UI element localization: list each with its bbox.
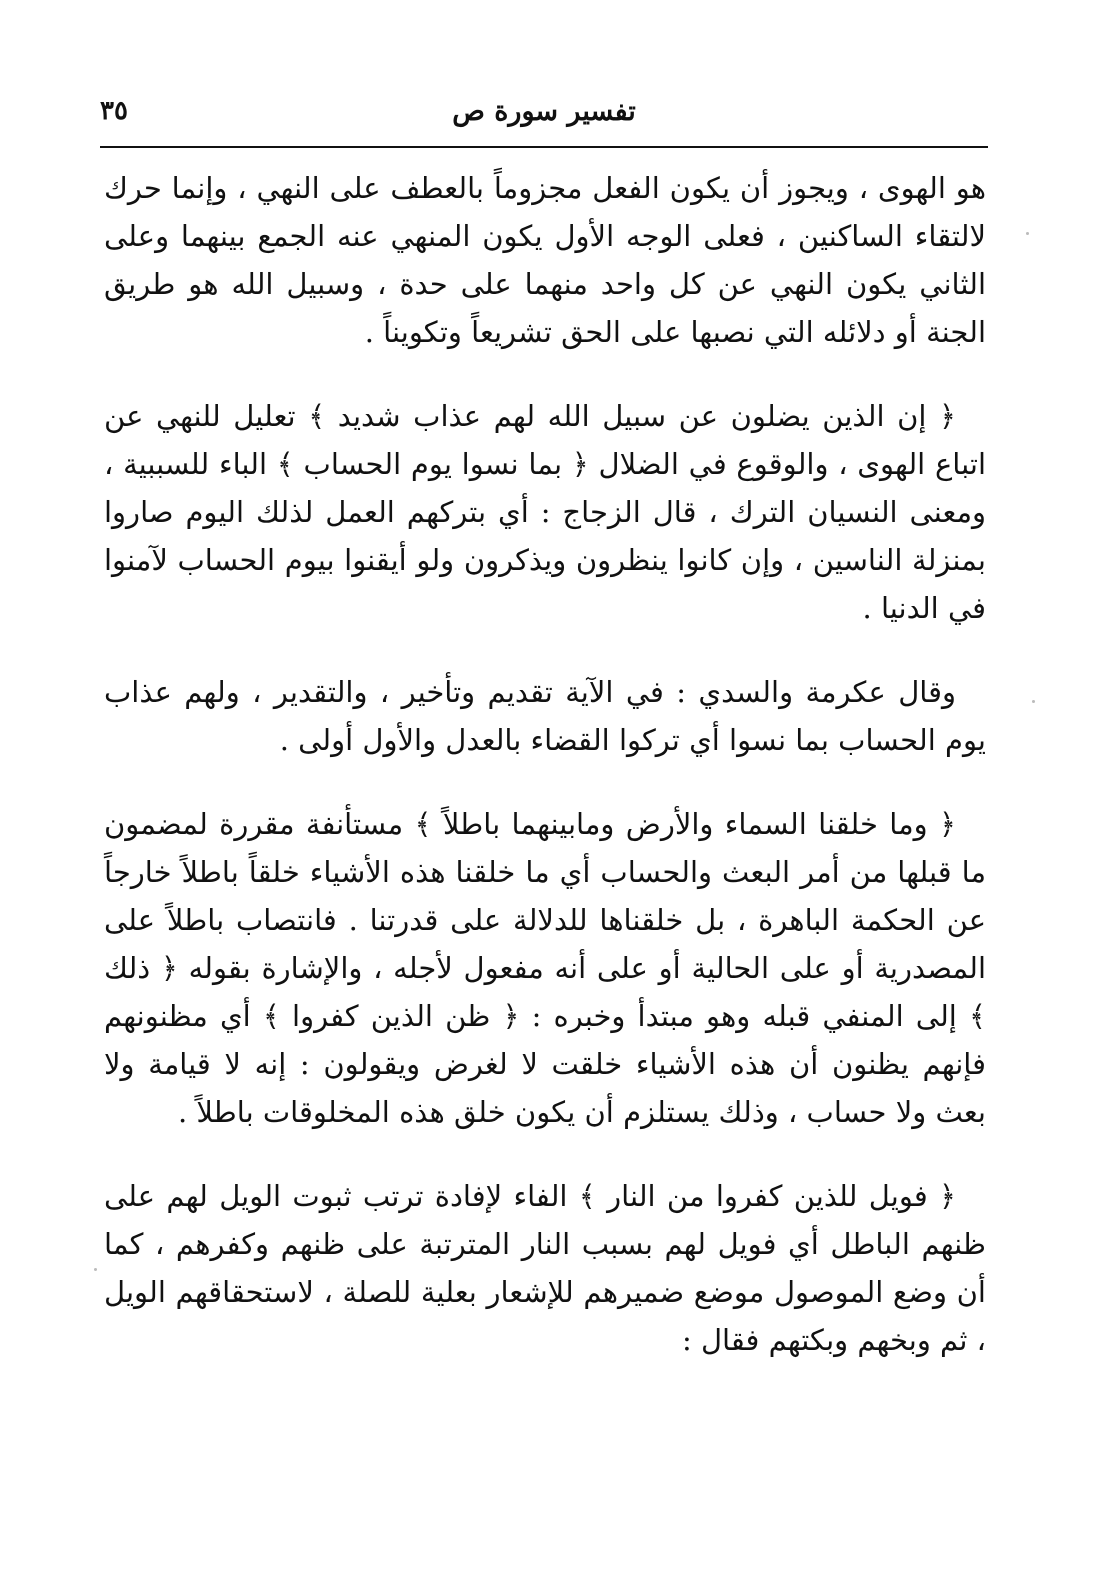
paragraph-ikrima-opinion: وقال عكرمة والسدي : في الآية تقديم وتأخير ، والتقدير ، ولهم عذاب يوم الحساب بما نسوا أي تركوا القضاء بالعدل والأول أولى .	[104, 675, 986, 757]
page-number: ٣٥	[100, 96, 128, 126]
paragraph-verse-27: ﴿ وما خلقنا السماء والأرض ومابينهما باطلاً ﴾ مستأنفة مقررة لمضمون ما قبلها من أمر البعث والحساب أي ما خلقنا هذه الأشياء خلقاً باطلاً خارجاً عن الحكمة الباهرة ، بل خلقناها للدلالة على قدرتنا . فانتصاب باطلاً على المصدرية أو على الحالية أو على أنه مفعول لأجله ، والإشارة بقوله ﴿ ذلك ﴾ إلى المنفي قبله وهو مبتدأ وخبره : ﴿ ظن الذين كفروا ﴾ أي مظنونهم فإنهم يظنون أن هذه الأشياء خلقت لا لغرض ويقولون : إنه لا قيامة ولا بعث ولا حساب ، وذلك يستلزم أن يكون خلق هذه المخلوقات باطلاً .	[104, 807, 986, 1129]
running-title: تفسير سورة ص	[452, 96, 636, 127]
paragraph-verse-26: ﴿ إن الذين يضلون عن سبيل الله لهم عذاب شديد ﴾ تعليل للنهي عن اتباع الهوى ، والوقوع في الضلال ﴿ بما نسوا يوم الحساب ﴾ الباء للسببية ، ومعنى النسيان الترك ، قال الزجاج : أي بتركهم العمل لذلك اليوم صاروا بمنزلة الناسين ، وإن كانوا ينظرون ويذكرون ولو أيقنوا بيوم الحساب لآمنوا في الدنيا .	[104, 399, 986, 625]
scan-speck	[1032, 700, 1035, 703]
running-head	[100, 96, 988, 142]
paragraph-continuation: هو الهوى ، ويجوز أن يكون الفعل مجزوماً بالعطف على النهي ، وإنما حرك لالتقاء الساكنين ، فعلى الوجه الأول يكون المنهي عنه الجمع بينهما وعلى الثاني يكون النهي عن كل واحد منهما على حدة ، وسبيل الله هو طريق الجنة أو دلائله التي نصبها على الحق تشريعاً وتكويناً .	[104, 171, 986, 349]
header-rule	[100, 146, 988, 148]
page-body	[104, 164, 986, 1364]
paragraph-woe: ﴿ فويل للذين كفروا من النار ﴾ الفاء لإفادة ترتب ثبوت الويل لهم على ظنهم الباطل أي فويل لهم بسبب النار المترتبة على ظنهم وكفرهم ، كما أن وضع الموصول موضع ضميرهم للإشعار بعلية للصلة ، لاستحقاقهم الويل ، ثم وبخهم وبكتهم فقال :	[104, 1179, 986, 1357]
scan-speck	[1026, 232, 1029, 235]
scan-speck	[94, 1268, 97, 1271]
